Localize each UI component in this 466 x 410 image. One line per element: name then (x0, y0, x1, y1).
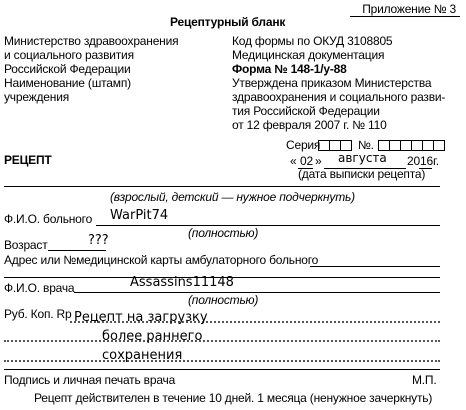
patient-label: Ф.И.О. больного (4, 212, 93, 226)
form-info-block (232, 34, 445, 132)
address-line (310, 266, 440, 267)
form-number: Форма № 148-1/у-88 (232, 62, 347, 76)
date-caption: (дата выписки рецепта) (298, 167, 426, 181)
number-box (433, 140, 445, 151)
doctor-value: Assassins11148 (130, 275, 234, 290)
approved-line-2: здравоохранения и социального разви- (232, 90, 446, 104)
approved-line-4: от 12 февраля 2007 г. № 110 (232, 118, 387, 132)
rp-line-2: более раннего (102, 329, 203, 344)
patient-line (96, 225, 440, 226)
date-day: 02 (300, 154, 313, 168)
category-note: (взрослый, детский — нужное подчеркнуть) (110, 190, 355, 204)
doc-type: Медицинская документация (232, 48, 385, 62)
form-title: Рецептурный бланк (170, 15, 286, 29)
approved-line-1: Утверждена приказом Министерства (232, 76, 432, 90)
date-open-quote: « (290, 154, 297, 168)
approved-line-3: тия Российской Федерации (232, 104, 380, 118)
number-boxes (378, 140, 444, 151)
doctor-label: Ф.И.О. врача (4, 281, 75, 295)
series-boxes (318, 140, 351, 151)
rp-label: Руб. Коп. Rp (4, 307, 72, 321)
date-year-prefix: 20 (407, 154, 420, 168)
signature-label: Подпись и личная печать врача (4, 373, 176, 387)
date-close-quote: » (315, 154, 322, 168)
age-value: ??? (88, 233, 109, 248)
appendix-underline (350, 16, 460, 17)
mp-label: М.П. (412, 373, 437, 387)
ministry-line-5: учреждения (4, 90, 69, 104)
patient-full-note: (полностью) (188, 226, 259, 240)
date-year-suffix: г. (433, 154, 439, 168)
age-label: Возраст (4, 238, 48, 252)
validity-note: Рецепт действителен в течение 10 дней. 1 месяца (ненужное зачеркнуть) (34, 391, 433, 405)
ministry-block (4, 34, 178, 104)
address-label: Адрес или №медицинской карты амбулаторного больного (4, 253, 319, 267)
rp-line-3: сохранения (102, 348, 183, 363)
rp-line-1: Рецепт на загрузку (74, 310, 208, 325)
ministry-line-3: Российской Федерации (4, 62, 131, 76)
ministry-line-1: Министерство здравоохранения (4, 34, 179, 48)
okud-code: Код формы по ОКУД 3108805 (232, 34, 393, 48)
series-box (340, 140, 352, 151)
signature-line (4, 369, 440, 370)
age-line (48, 250, 106, 251)
appendix-label: Приложение № 3 (362, 2, 456, 16)
ministry-line-4: Наименование (штамп) (4, 76, 131, 90)
ministry-line-2: и социального развития (4, 48, 134, 62)
number-label: №. (358, 138, 374, 152)
series-label: Серия (286, 138, 321, 152)
rp-dotted-line-3 (4, 360, 440, 362)
doctor-full-note: (полностью) (188, 293, 259, 307)
category-line (4, 186, 440, 187)
rp-dotted-line-2 (4, 340, 440, 342)
recipe-label: РЕЦЕПТ (4, 153, 52, 167)
date-month: августа (338, 151, 387, 165)
patient-value: WarPit74 (110, 208, 169, 223)
date-year: 16 (420, 154, 433, 168)
